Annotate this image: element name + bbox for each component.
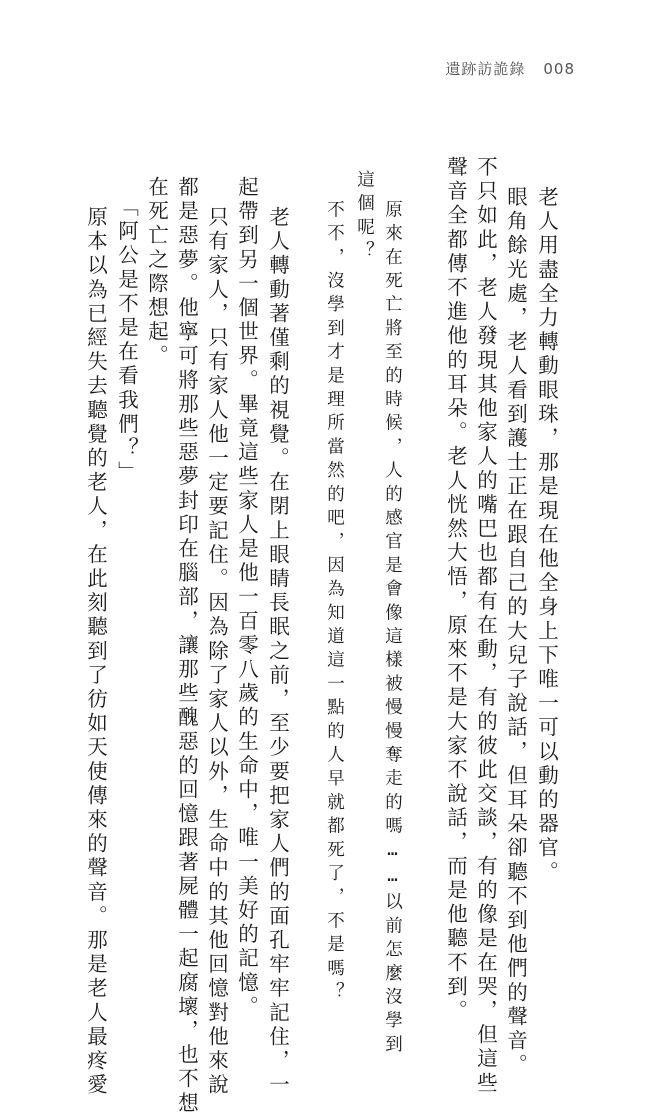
text-column-12: 在死亡之際想起。 <box>144 176 169 369</box>
text-column-4: 聲音全都傳不進他的耳朵。老人恍然大悟，原來不是大家不說話，而是他聽不到。 <box>443 156 468 1024</box>
text-column-14: 原本以為已經失去聽覺的老人，在此刻聽到了彷如天使傳來的聲音。那是老人最疼愛 <box>83 206 108 1098</box>
book-title: 遺跡訪詭錄 <box>445 60 526 78</box>
text-column-13: 「阿公是不是在看我們？」 <box>114 196 139 486</box>
text-column-9: 起帶到另一個世界。畢竟這些家人是他一百零八歲的生命中，唯一美好的記憶。 <box>234 176 259 1020</box>
text-column-3: 不只如此，老人發現其他家人的嘴巴也都有在動，有的彼此交談，有的像是在哭，但這些 <box>473 156 498 1096</box>
running-head <box>445 58 575 79</box>
page-number: 008 <box>543 60 575 78</box>
text-column-10: 只有家人，只有家人他一定要記住。因為除了家人以外，生命中的其他回憶對他來說 <box>204 206 229 1098</box>
text-column-1: 老人用盡全力轉動眼珠，那是現在他全身上下唯一可以動的器官。 <box>534 186 559 885</box>
text-column-8: 老人轉動著僅剩的視覺。在閉上眼睛長眠之前，至少要把家人們的面孔牢牢記住，一 <box>265 206 290 1098</box>
text-column-5: 原來在死亡將至的時候，人的感官是會像這樣被慢慢奪走的嗎……以前怎麼沒學到 <box>382 200 403 1059</box>
text-column-7: 不不，沒學到才是理所當然的吧，因為知道這一點的人早就都死了，不是嗎？ <box>324 200 345 1006</box>
text-column-6: 這個呢？ <box>354 170 375 265</box>
text-column-2: 眼角餘光處，老人看到護士正在跟自己的大兒子說話，但耳朵卻聽不到他們的聲音。 <box>503 186 528 1078</box>
text-column-11: 都是惡夢。他寧可將那些惡夢封印在腦部，讓那些醜惡的回憶跟著屍體一起腐壞，也不想 <box>174 176 199 1116</box>
